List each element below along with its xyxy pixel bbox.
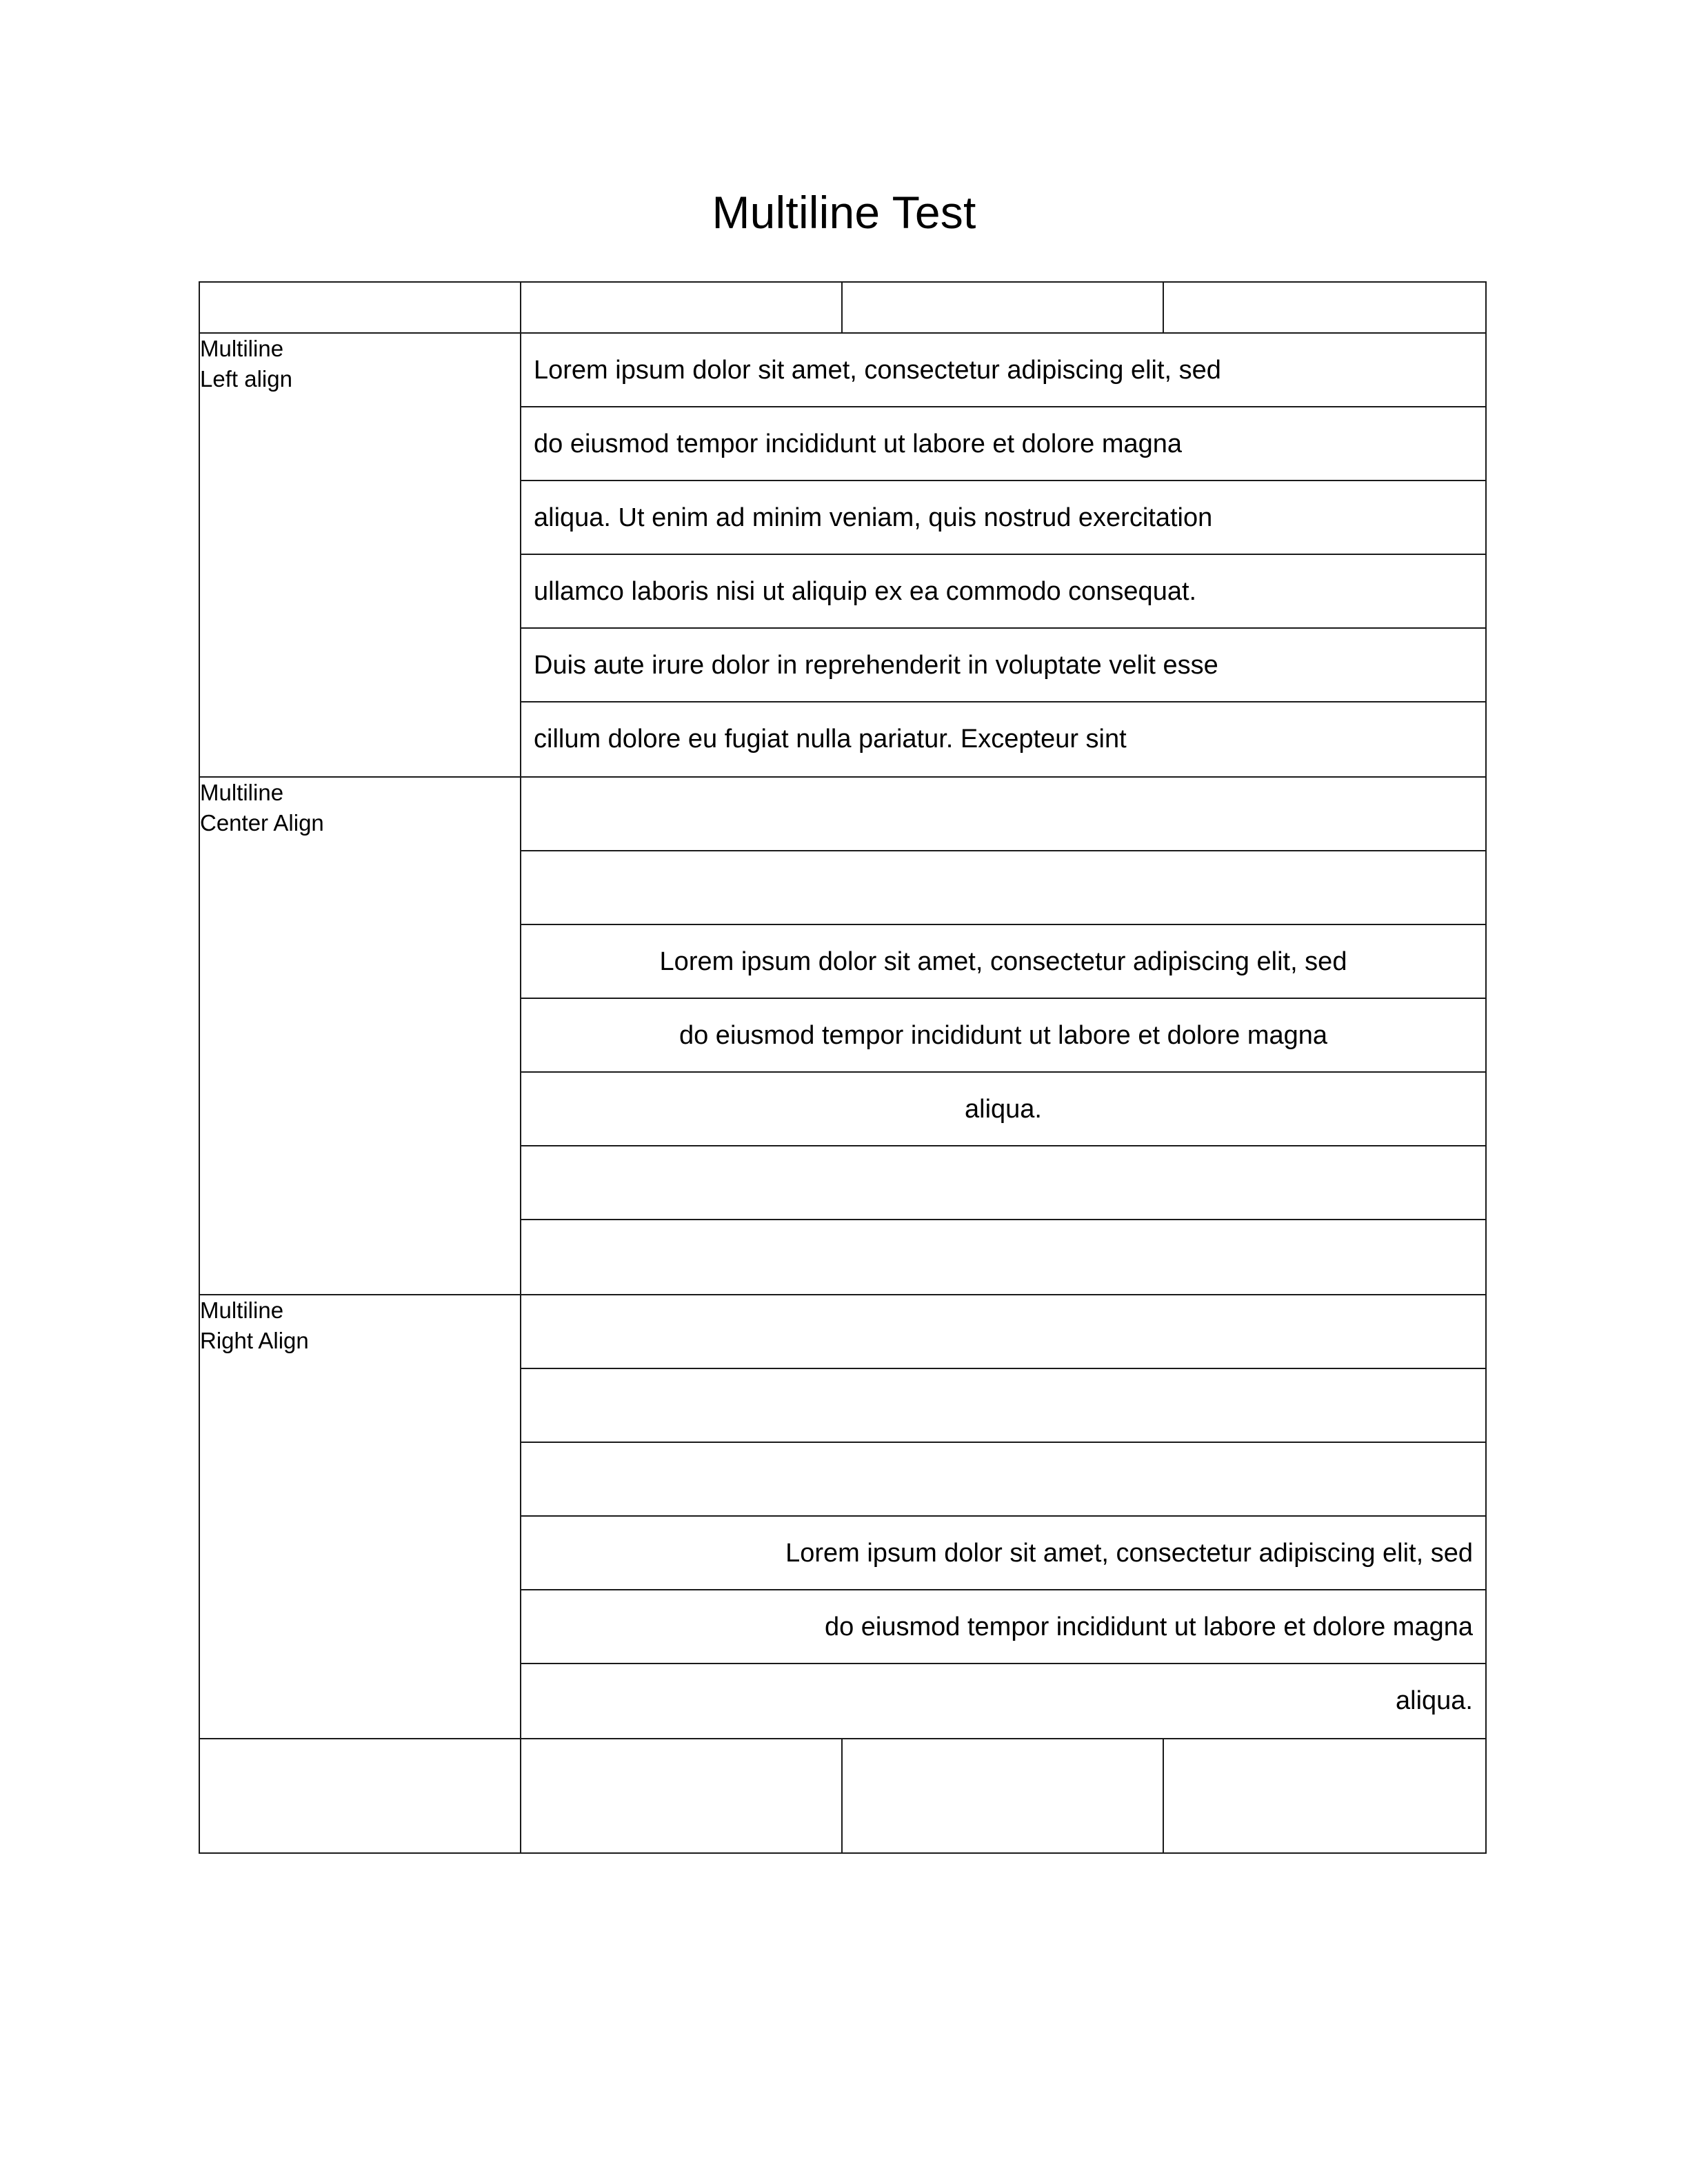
text-line: aliqua. Ut enim ad minim veniam, quis nostrud exercitation [521, 481, 1485, 555]
row-label-line-2: Left align [200, 365, 292, 392]
text-line: do eiusmod tempor incididunt ut labore et dolore magna [521, 999, 1485, 1073]
row-content-center-align [521, 777, 1486, 1295]
table-cell [199, 282, 521, 333]
multiline-table [199, 281, 1487, 1854]
row-label-line-1: Multiline [200, 780, 284, 805]
text-line: aliqua. [1396, 1686, 1473, 1715]
text-line: cillum dolore eu fugiat nulla pariatur. Excepteur sint [534, 725, 1127, 754]
text-line: Lorem ipsum dolor sit amet, consectetur adipiscing elit, sed [521, 1517, 1485, 1590]
row-content-right-align [521, 1295, 1486, 1739]
text-line: Lorem ipsum dolor sit amet, consectetur adipiscing elit, sed [521, 925, 1485, 999]
row-label-right-align [199, 1295, 521, 1739]
multiline-table-wrapper [199, 281, 1485, 1854]
text-line: do eiusmod tempor incididunt ut labore et dolore magna [521, 1590, 1485, 1664]
text-line [521, 778, 1485, 851]
table-row [199, 777, 1486, 1295]
row-label-line-1: Multiline [200, 1297, 284, 1323]
text-line-stack [521, 1295, 1485, 1738]
text-line [521, 851, 1485, 925]
text-line: do eiusmod tempor incididunt ut labore et dolore magna [521, 407, 1485, 481]
row-label-center-align [199, 777, 521, 1295]
text-line [521, 1295, 1485, 1369]
table-cell [842, 282, 1163, 333]
table-row [199, 1295, 1486, 1739]
text-line [521, 1443, 1485, 1517]
table-cell [842, 1739, 1163, 1853]
table-cell [1163, 282, 1486, 333]
text-line [521, 1220, 1485, 1294]
text-line: aliqua. [521, 1073, 1485, 1146]
row-label-line-2: Center Align [200, 809, 324, 836]
text-line: Lorem ipsum dolor sit amet, consectetur adipiscing elit, sed [521, 334, 1485, 407]
text-line: ullamco laboris nisi ut aliquip ex ea commodo consequat. [521, 555, 1485, 629]
text-line-stack [521, 778, 1485, 1294]
table-cell [521, 282, 842, 333]
text-line-stack [521, 334, 1485, 776]
page-title: Multiline Test [712, 187, 976, 238]
text-line [521, 1146, 1485, 1220]
table-cell [199, 1739, 521, 1853]
table-cell [521, 1739, 842, 1853]
text-line [521, 1369, 1485, 1443]
row-label-left-align [199, 333, 521, 777]
table-row [199, 333, 1486, 777]
table-row-bottom-spacer [199, 1739, 1486, 1853]
row-content-left-align [521, 333, 1486, 777]
table-row-top-spacer [199, 282, 1486, 333]
table-cell [1163, 1739, 1486, 1853]
text-line: Duis aute irure dolor in reprehenderit in voluptate velit esse [521, 629, 1485, 702]
row-label-line-2: Right Align [200, 1327, 309, 1353]
row-label-line-1: Multiline [200, 336, 284, 361]
